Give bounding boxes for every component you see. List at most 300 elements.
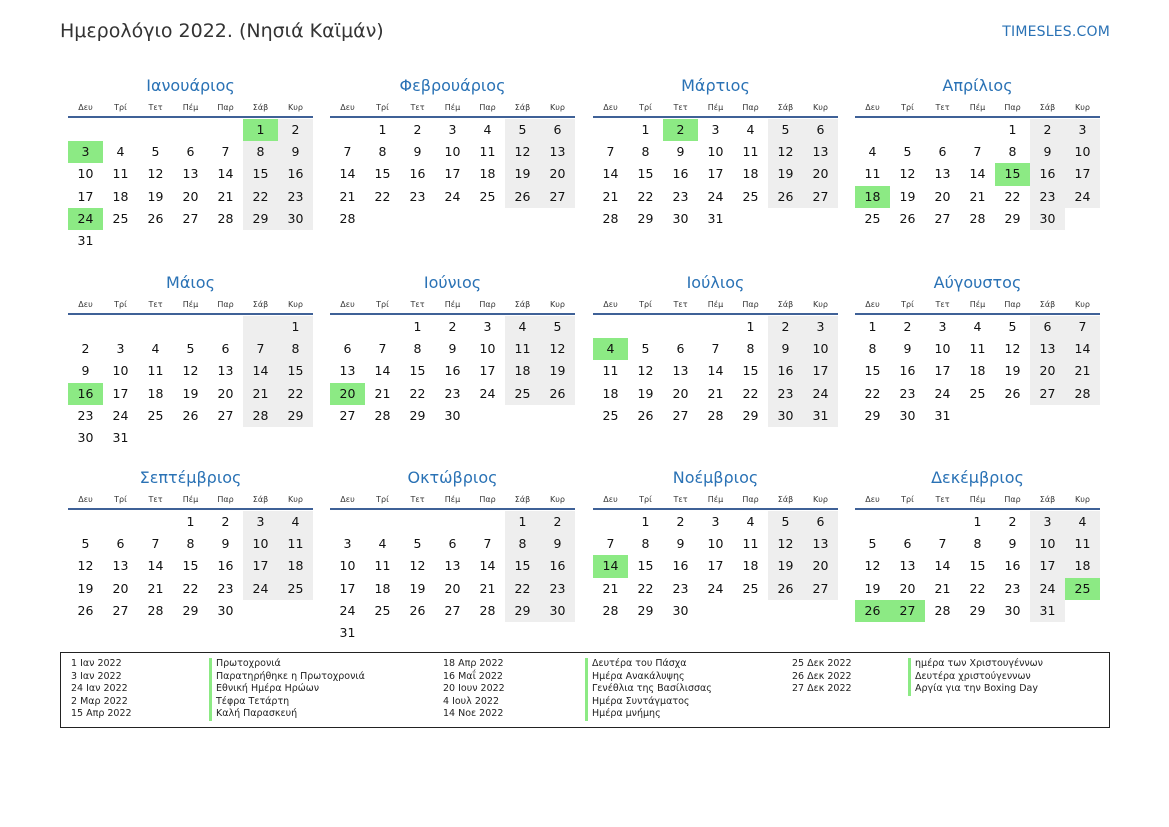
day-cell: 20 xyxy=(217,385,234,401)
legend-holiday-name: Καλή Παρασκευή xyxy=(209,708,365,721)
day-cell: 29 xyxy=(864,407,881,423)
day-cell: 9 xyxy=(903,341,912,357)
legend-date: 15 Απρ 2022 xyxy=(71,708,132,720)
day-cell: 16 xyxy=(899,363,916,379)
empty-cell xyxy=(890,119,925,141)
day-cell: 12 xyxy=(409,558,426,574)
day-cell: 20 xyxy=(540,163,575,185)
site-link[interactable]: TIMESLES.COM xyxy=(1002,24,1110,40)
day-cell: 8 xyxy=(278,338,313,360)
weekday-label: Πέμ xyxy=(969,102,986,112)
weekday-label: Σάβ xyxy=(777,102,794,112)
day-cell: 7 xyxy=(151,536,160,552)
day-cell: 12 xyxy=(182,363,199,379)
month-block xyxy=(330,466,575,644)
day-cell: 26 xyxy=(768,578,803,600)
month-name: Ιανουάριος xyxy=(146,76,235,95)
day-cell: 7 xyxy=(243,338,278,360)
day-cell: 1 xyxy=(413,319,422,334)
day-cell: 7 xyxy=(606,144,615,160)
day-cell: 28 xyxy=(217,210,234,226)
day-cell: 6 xyxy=(903,536,912,552)
day-cell: 5 xyxy=(903,144,912,160)
legend-date: 1 Ιαν 2022 xyxy=(71,658,122,669)
day-cell: 21 xyxy=(934,580,951,596)
day-cell: 29 xyxy=(278,405,313,427)
day-cell: 9 xyxy=(448,341,457,357)
day-cell: 6 xyxy=(803,511,838,533)
day-cell: 19 xyxy=(540,360,575,382)
day-cell: 5 xyxy=(505,119,540,141)
weekday-label: Δευ xyxy=(603,494,618,504)
weekday-label: Κυρ xyxy=(288,299,303,309)
days-grid xyxy=(68,510,313,622)
day-cell: 21 xyxy=(707,385,724,401)
day-cell: 23 xyxy=(1004,580,1021,596)
legend-holiday-name: Ημέρα Συντάγματος xyxy=(585,696,712,709)
day-cell: 8 xyxy=(746,341,755,357)
month-block xyxy=(330,271,575,427)
weekday-label: Κυρ xyxy=(550,102,565,112)
month-name: Μάιος xyxy=(166,273,215,292)
legend-date: 26 Δεκ 2022 xyxy=(792,670,852,682)
day-cell: 29 xyxy=(637,602,654,618)
day-cell: 7 xyxy=(711,341,720,357)
day-cell: 16 xyxy=(278,163,313,185)
empty-cell xyxy=(663,316,698,338)
day-cell: 4 xyxy=(746,122,755,137)
holiday-day-cell: 27 xyxy=(890,600,925,622)
day-cell: 24 xyxy=(934,385,951,401)
day-cell: 22 xyxy=(243,186,278,208)
day-cell: 26 xyxy=(768,186,803,208)
day-cell: 31 xyxy=(77,232,94,248)
month-block xyxy=(68,271,313,449)
weekday-label: Σάβ xyxy=(777,494,794,504)
holiday-day-cell: 16 xyxy=(68,383,103,405)
day-cell: 28 xyxy=(147,602,164,618)
weekday-header xyxy=(593,490,838,510)
day-cell: 4 xyxy=(151,341,160,357)
holiday-day-cell: 15 xyxy=(995,163,1030,185)
month-name: Ιούνιος xyxy=(423,273,482,292)
holiday-day-cell: 2 xyxy=(663,119,698,141)
day-cell: 18 xyxy=(742,558,759,574)
day-cell: 23 xyxy=(672,580,689,596)
day-cell: 22 xyxy=(278,383,313,405)
day-cell: 14 xyxy=(1065,338,1100,360)
day-cell: 25 xyxy=(505,383,540,405)
day-cell: 28 xyxy=(339,210,356,226)
legend-holiday-name: Τέφρα Τετάρτη xyxy=(209,696,365,709)
day-cell: 12 xyxy=(540,338,575,360)
empty-cell xyxy=(960,119,995,141)
weekday-label: Τρί xyxy=(639,494,652,504)
empty-cell xyxy=(103,511,138,533)
day-cell: 5 xyxy=(868,536,877,552)
day-cell: 8 xyxy=(378,144,387,160)
weekday-header xyxy=(855,490,1100,510)
day-cell: 11 xyxy=(374,558,391,574)
day-cell: 6 xyxy=(186,144,195,160)
day-cell: 2 xyxy=(540,511,575,533)
day-cell: 15 xyxy=(374,166,391,182)
day-cell: 3 xyxy=(243,511,278,533)
day-cell: 16 xyxy=(1030,163,1065,185)
day-cell: 9 xyxy=(676,536,685,552)
day-cell: 10 xyxy=(112,363,129,379)
day-cell: 17 xyxy=(707,166,724,182)
legend-holiday-name: Πρωτοχρονιά xyxy=(209,658,365,671)
legend-holiday-name: Εθνική Ημέρα Ηρώων xyxy=(209,683,365,696)
day-cell: 15 xyxy=(864,363,881,379)
day-cell: 1 xyxy=(278,316,313,338)
empty-cell xyxy=(103,119,138,141)
day-cell: 30 xyxy=(278,208,313,230)
legend-date: 24 Ιαν 2022 xyxy=(71,683,128,695)
day-cell: 26 xyxy=(409,602,426,618)
legend-date: 27 Δεκ 2022 xyxy=(792,683,852,695)
month-name: Οκτώβριος xyxy=(407,468,498,487)
day-cell: 11 xyxy=(278,533,313,555)
empty-cell xyxy=(593,119,628,141)
day-cell: 19 xyxy=(768,163,803,185)
day-cell: 15 xyxy=(243,163,278,185)
empty-cell xyxy=(208,316,243,338)
empty-cell xyxy=(698,316,733,338)
legend-date: 2 Μαρ 2022 xyxy=(71,695,128,707)
day-cell: 21 xyxy=(479,580,496,596)
holiday-legend xyxy=(60,652,1110,728)
legend-date: 3 Ιαν 2022 xyxy=(71,670,122,682)
day-cell: 15 xyxy=(182,558,199,574)
day-cell: 17 xyxy=(112,385,129,401)
day-cell: 27 xyxy=(112,602,129,618)
day-cell: 4 xyxy=(278,511,313,533)
day-cell: 28 xyxy=(374,407,391,423)
day-cell: 27 xyxy=(540,186,575,208)
empty-cell xyxy=(365,316,400,338)
day-cell: 10 xyxy=(934,341,951,357)
day-cell: 10 xyxy=(444,144,461,160)
day-cell: 27 xyxy=(217,407,234,423)
empty-cell xyxy=(330,316,365,338)
day-cell: 9 xyxy=(221,536,230,552)
day-cell: 13 xyxy=(112,558,129,574)
day-cell: 15 xyxy=(278,360,313,382)
empty-cell xyxy=(138,511,173,533)
legend-names-column xyxy=(908,658,1043,696)
day-cell: 9 xyxy=(676,144,685,160)
legend-holiday-name: Γενέθλια της Βασίλισσας xyxy=(585,683,712,696)
weekday-label: Δευ xyxy=(78,102,93,112)
empty-cell xyxy=(435,511,470,533)
month-name: Ιούλιος xyxy=(686,273,745,292)
legend-date: 14 Νοε 2022 xyxy=(443,708,504,720)
day-cell: 9 xyxy=(540,533,575,555)
day-cell: 15 xyxy=(409,363,426,379)
day-cell: 20 xyxy=(934,188,951,204)
day-cell: 12 xyxy=(768,141,803,163)
day-cell: 5 xyxy=(186,341,195,357)
weekday-label: Παρ xyxy=(217,102,234,112)
day-cell: 30 xyxy=(672,210,689,226)
day-cell: 19 xyxy=(768,555,803,577)
day-cell: 18 xyxy=(278,555,313,577)
day-cell: 20 xyxy=(182,188,199,204)
empty-cell xyxy=(593,511,628,533)
day-cell: 9 xyxy=(278,141,313,163)
day-cell: 9 xyxy=(81,363,90,379)
day-cell: 8 xyxy=(505,533,540,555)
empty-cell xyxy=(400,511,435,533)
day-cell: 12 xyxy=(899,166,916,182)
day-cell: 22 xyxy=(742,385,759,401)
weekday-label: Τρί xyxy=(901,299,914,309)
day-cell: 11 xyxy=(479,144,496,160)
day-cell: 3 xyxy=(483,319,492,334)
weekday-label: Πέμ xyxy=(444,494,461,504)
day-cell: 25 xyxy=(147,407,164,423)
day-cell: 11 xyxy=(742,144,759,160)
legend-date: 18 Απρ 2022 xyxy=(443,658,504,669)
day-cell: 28 xyxy=(243,405,278,427)
day-cell: 13 xyxy=(217,363,234,379)
day-cell: 6 xyxy=(343,341,352,357)
day-cell: 19 xyxy=(899,188,916,204)
day-cell: 18 xyxy=(742,166,759,182)
day-cell: 30 xyxy=(217,602,234,618)
holiday-day-cell: 26 xyxy=(855,600,890,622)
day-cell: 13 xyxy=(899,558,916,574)
day-cell: 2 xyxy=(278,119,313,141)
day-cell: 11 xyxy=(969,341,986,357)
day-cell: 1 xyxy=(641,514,650,529)
empty-cell xyxy=(68,511,103,533)
weekday-header xyxy=(330,98,575,118)
weekday-label: Πέμ xyxy=(969,494,986,504)
day-cell: 17 xyxy=(77,188,94,204)
day-cell: 2 xyxy=(448,319,457,334)
day-cell: 21 xyxy=(1065,360,1100,382)
day-cell: 30 xyxy=(768,405,803,427)
day-cell: 16 xyxy=(409,166,426,182)
legend-dates-column xyxy=(443,658,505,721)
day-cell: 21 xyxy=(217,188,234,204)
day-cell: 1 xyxy=(505,511,540,533)
day-cell: 5 xyxy=(151,144,160,160)
day-cell: 16 xyxy=(540,555,575,577)
day-cell: 2 xyxy=(413,122,422,137)
day-cell: 31 xyxy=(707,210,724,226)
day-cell: 31 xyxy=(1030,600,1065,622)
day-cell: 14 xyxy=(374,363,391,379)
day-cell: 17 xyxy=(1065,163,1100,185)
day-cell: 8 xyxy=(973,536,982,552)
day-cell: 24 xyxy=(707,580,724,596)
day-cell: 24 xyxy=(339,602,356,618)
day-cell: 7 xyxy=(938,536,947,552)
weekday-label: Παρ xyxy=(742,494,759,504)
day-cell: 26 xyxy=(1004,385,1021,401)
day-cell: 26 xyxy=(182,407,199,423)
weekday-label: Κυρ xyxy=(1075,299,1090,309)
day-cell: 19 xyxy=(409,580,426,596)
day-cell: 22 xyxy=(637,580,654,596)
day-cell: 15 xyxy=(637,558,654,574)
day-cell: 28 xyxy=(969,210,986,226)
day-cell: 1 xyxy=(746,319,755,334)
page-title: Ημερολόγιο 2022. (Νησιά Καϊμάν) xyxy=(60,20,384,42)
days-grid xyxy=(330,315,575,427)
day-cell: 21 xyxy=(602,188,619,204)
weekday-label: Δευ xyxy=(603,102,618,112)
day-cell: 12 xyxy=(147,166,164,182)
weekday-label: Πέμ xyxy=(182,494,199,504)
legend-date: 25 Δεκ 2022 xyxy=(792,658,852,669)
day-cell: 12 xyxy=(77,558,94,574)
weekday-label: Τρί xyxy=(376,494,389,504)
weekday-label: Σάβ xyxy=(1039,299,1056,309)
day-cell: 26 xyxy=(540,383,575,405)
empty-cell xyxy=(925,511,960,533)
weekday-header xyxy=(68,490,313,510)
day-cell: 31 xyxy=(803,405,838,427)
weekday-label: Πέμ xyxy=(444,102,461,112)
weekday-label: Παρ xyxy=(217,299,234,309)
day-cell: 12 xyxy=(637,363,654,379)
weekday-label: Τετ xyxy=(410,102,425,112)
weekday-label: Παρ xyxy=(479,299,496,309)
day-cell: 14 xyxy=(934,558,951,574)
weekday-label: Παρ xyxy=(479,102,496,112)
day-cell: 7 xyxy=(606,536,615,552)
weekday-label: Κυρ xyxy=(813,299,828,309)
days-grid xyxy=(68,315,313,449)
legend-holiday-name: Ημέρα Ανακάλυψης xyxy=(585,671,712,684)
day-cell: 19 xyxy=(505,163,540,185)
day-cell: 16 xyxy=(672,558,689,574)
day-cell: 2 xyxy=(1030,119,1065,141)
day-cell: 24 xyxy=(1030,578,1065,600)
day-cell: 6 xyxy=(221,341,230,357)
day-cell: 8 xyxy=(641,144,650,160)
day-cell: 9 xyxy=(413,144,422,160)
month-name: Φεβρουάριος xyxy=(399,76,506,95)
day-cell: 21 xyxy=(243,383,278,405)
day-cell: 2 xyxy=(768,316,803,338)
month-name: Αύγουστος xyxy=(933,273,1022,292)
month-name: Μάρτιος xyxy=(681,76,750,95)
day-cell: 17 xyxy=(1030,555,1065,577)
day-cell: 25 xyxy=(864,210,881,226)
day-cell: 27 xyxy=(182,210,199,226)
day-cell: 11 xyxy=(505,338,540,360)
month-block xyxy=(68,466,313,622)
day-cell: 28 xyxy=(1065,383,1100,405)
empty-cell xyxy=(925,119,960,141)
holiday-day-cell: 18 xyxy=(855,186,890,208)
day-cell: 11 xyxy=(112,166,129,182)
day-cell: 17 xyxy=(479,363,496,379)
day-cell: 5 xyxy=(81,536,90,552)
day-cell: 18 xyxy=(505,360,540,382)
day-cell: 10 xyxy=(1030,533,1065,555)
legend-names-column xyxy=(209,658,365,721)
day-cell: 10 xyxy=(339,558,356,574)
day-cell: 3 xyxy=(116,341,125,357)
day-cell: 18 xyxy=(479,166,496,182)
day-cell: 30 xyxy=(540,600,575,622)
empty-cell xyxy=(68,119,103,141)
day-cell: 9 xyxy=(1030,141,1065,163)
day-cell: 19 xyxy=(182,385,199,401)
month-block xyxy=(855,466,1100,622)
empty-cell xyxy=(68,316,103,338)
day-cell: 23 xyxy=(409,188,426,204)
day-cell: 27 xyxy=(803,186,838,208)
weekday-label: Τρί xyxy=(639,102,652,112)
weekday-header xyxy=(593,98,838,118)
day-cell: 24 xyxy=(112,407,129,423)
day-cell: 20 xyxy=(112,580,129,596)
day-cell: 2 xyxy=(81,341,90,357)
day-cell: 27 xyxy=(1030,383,1065,405)
day-cell: 25 xyxy=(969,385,986,401)
weekday-label: Κυρ xyxy=(813,494,828,504)
weekday-label: Δευ xyxy=(78,494,93,504)
day-cell: 5 xyxy=(540,316,575,338)
day-cell: 11 xyxy=(1065,533,1100,555)
day-cell: 31 xyxy=(112,429,129,445)
weekday-label: Δευ xyxy=(603,299,618,309)
day-cell: 22 xyxy=(182,580,199,596)
day-cell: 6 xyxy=(938,144,947,160)
empty-cell xyxy=(103,316,138,338)
day-cell: 27 xyxy=(672,407,689,423)
day-cell: 19 xyxy=(1004,363,1021,379)
day-cell: 19 xyxy=(637,385,654,401)
day-cell: 7 xyxy=(973,144,982,160)
day-cell: 23 xyxy=(444,385,461,401)
weekday-label: Τετ xyxy=(148,494,163,504)
day-cell: 30 xyxy=(1004,602,1021,618)
weekday-label: Τετ xyxy=(148,102,163,112)
day-cell: 16 xyxy=(672,166,689,182)
day-cell: 10 xyxy=(707,536,724,552)
day-cell: 12 xyxy=(768,533,803,555)
day-cell: 25 xyxy=(278,578,313,600)
empty-cell xyxy=(138,316,173,338)
day-cell: 7 xyxy=(483,536,492,552)
day-cell: 31 xyxy=(934,407,951,423)
weekday-label: Πέμ xyxy=(182,102,199,112)
day-cell: 13 xyxy=(803,141,838,163)
day-cell: 23 xyxy=(77,407,94,423)
day-cell: 23 xyxy=(278,186,313,208)
legend-date: 20 Ιουν 2022 xyxy=(443,683,505,695)
day-cell: 30 xyxy=(444,407,461,423)
day-cell: 21 xyxy=(374,385,391,401)
weekday-header xyxy=(330,490,575,510)
day-cell: 4 xyxy=(505,316,540,338)
legend-holiday-name: Ημέρα μνήμης xyxy=(585,708,712,721)
day-cell: 4 xyxy=(1065,511,1100,533)
day-cell: 14 xyxy=(479,558,496,574)
day-cell: 19 xyxy=(864,580,881,596)
weekday-label: Κυρ xyxy=(288,102,303,112)
day-cell: 27 xyxy=(803,578,838,600)
